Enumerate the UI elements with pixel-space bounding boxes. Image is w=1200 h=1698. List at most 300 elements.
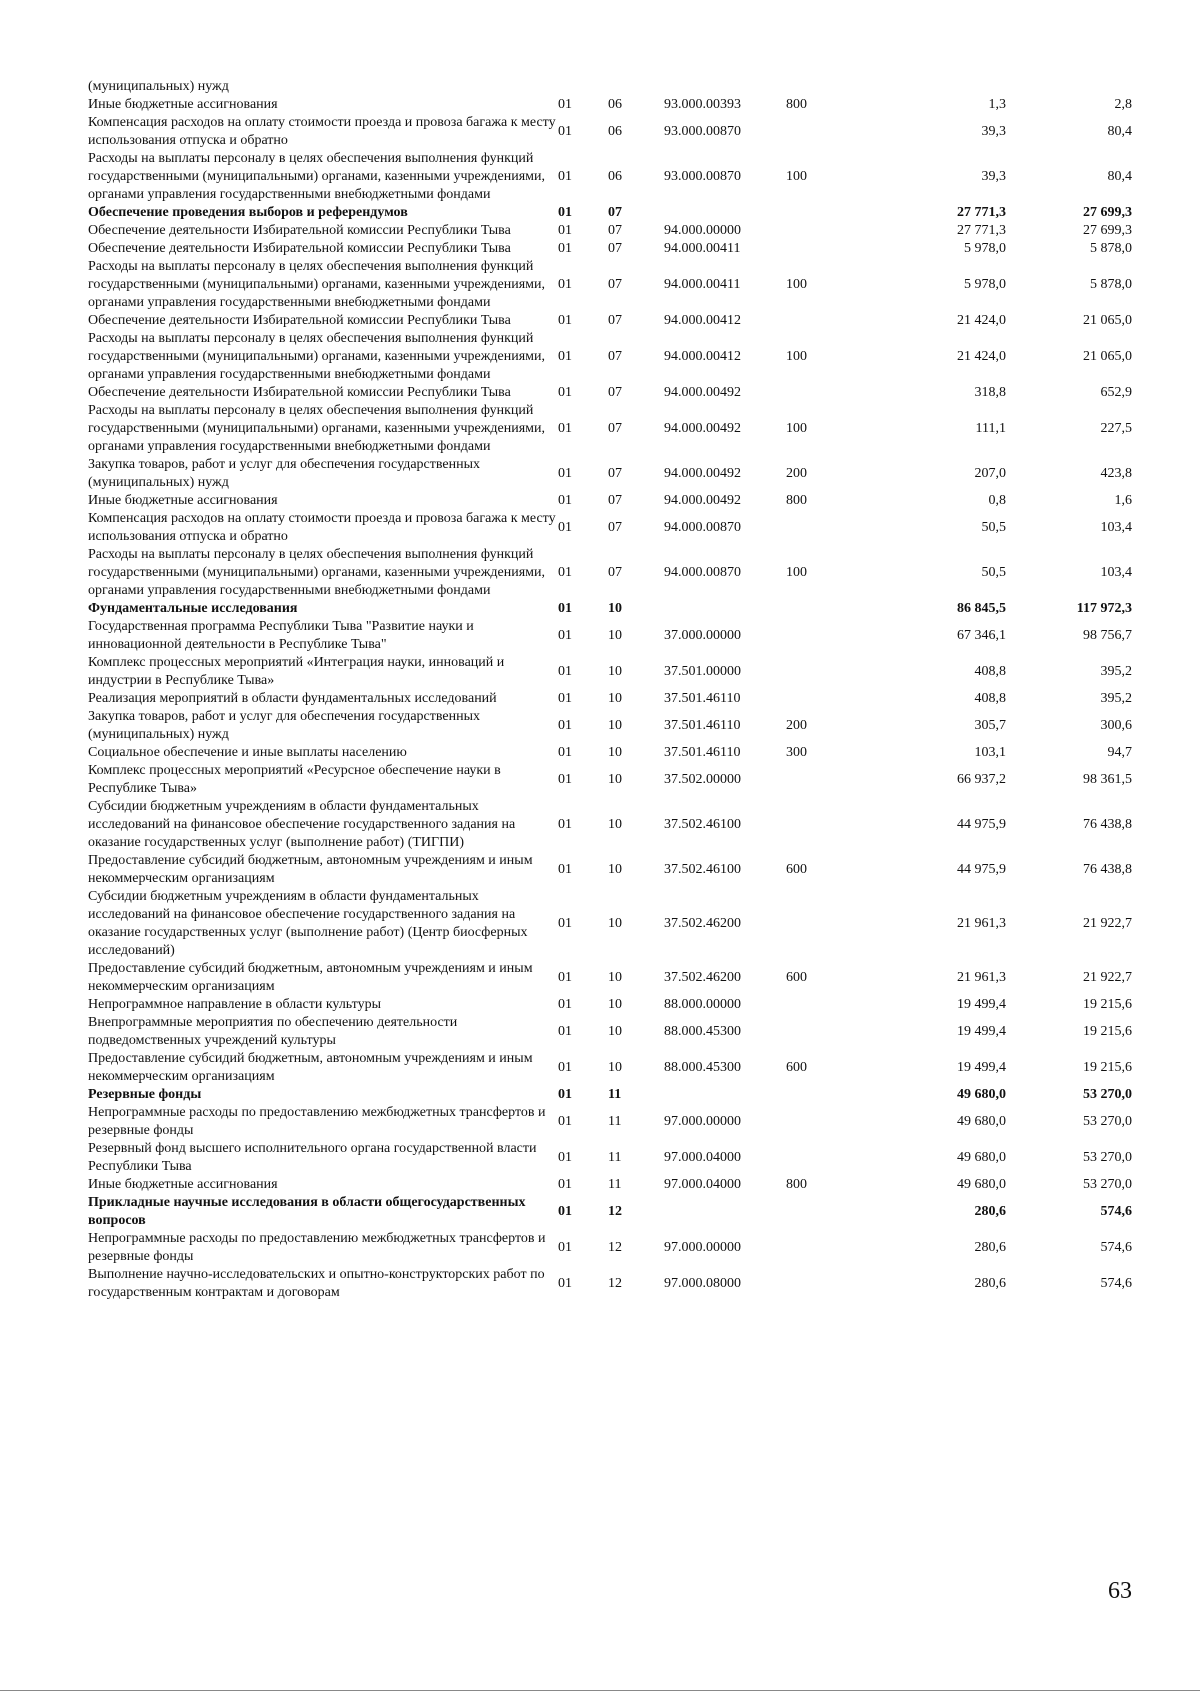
- subsection-code-cell: 07: [608, 241, 622, 256]
- subsection-code-cell: 10: [608, 916, 622, 931]
- expense-type-cell: [786, 1266, 856, 1302]
- expense-type-cell: 200: [786, 718, 807, 733]
- section-code-cell: 01: [558, 313, 572, 328]
- subsection-code-cell: 10: [608, 862, 622, 877]
- amount-year2-cell: 53 270,0: [1083, 1087, 1132, 1102]
- amount-year2-cell: 19 215,6: [1083, 1060, 1132, 1075]
- section-code-cell: 01: [558, 349, 572, 364]
- amount-year1-cell: 5 978,0: [964, 277, 1006, 292]
- table-row: [88, 240, 1132, 258]
- amount-year1-cell: 44 975,9: [957, 862, 1006, 877]
- section-code-cell: 01: [558, 691, 572, 706]
- expense-type-cell: 800: [786, 1177, 807, 1192]
- target-article-cell: 37.502.00000: [664, 772, 741, 787]
- expense-type-cell: 300: [786, 745, 807, 760]
- target-article-cell: 37.000.00000: [664, 628, 741, 643]
- expense-type-cell: [786, 384, 856, 402]
- amount-year2-cell: 5 878,0: [1090, 241, 1132, 256]
- table-row: [88, 618, 1132, 654]
- expense-type-cell: [786, 312, 856, 330]
- section-code-cell: 01: [558, 1087, 572, 1102]
- expense-name-cell: Обеспечение проведения выборов и референдумов: [88, 205, 408, 220]
- table-row: [88, 222, 1132, 240]
- amount-year1-cell: 0,8: [988, 493, 1006, 508]
- subsection-code-cell: 11: [608, 1114, 622, 1129]
- amount-year1-cell: 66 937,2: [957, 772, 1006, 787]
- expense-type-cell: [786, 690, 856, 708]
- expense-type-cell: [786, 114, 856, 150]
- target-article-cell: 94.000.00870: [664, 565, 741, 580]
- subsection-code-cell: 11: [608, 1177, 622, 1192]
- target-article-cell: 37.502.46200: [664, 916, 741, 931]
- section-code-cell: 01: [558, 520, 572, 535]
- target-article-cell: 88.000.00000: [664, 997, 741, 1012]
- table-row: [88, 852, 1132, 888]
- expense-name-cell: Закупка товаров, работ и услуг для обеспечения государственных (муниципальных) нужд: [88, 709, 481, 742]
- expense-type-cell: 800: [786, 97, 807, 112]
- subsection-code-cell: [608, 78, 664, 96]
- target-article-cell: 93.000.00870: [664, 124, 741, 139]
- table-row: [88, 888, 1132, 960]
- expense-name-cell: Предоставление субсидий бюджетным, автономным учреждениям и иным некоммерческим организациям: [88, 961, 533, 994]
- expense-type-cell: 200: [786, 466, 807, 481]
- amount-year1-cell: 27 771,3: [957, 205, 1006, 220]
- target-article-cell: 97.000.00000: [664, 1240, 741, 1255]
- target-article-cell: 94.000.00492: [664, 421, 741, 436]
- table-row: [88, 510, 1132, 546]
- table-row: [88, 492, 1132, 510]
- subsection-code-cell: 07: [608, 205, 622, 220]
- section-code-cell: 01: [558, 1114, 572, 1129]
- subsection-code-cell: 10: [608, 691, 622, 706]
- table-row: [88, 1230, 1132, 1266]
- table-row: [88, 1014, 1132, 1050]
- target-article-cell: 94.000.00492: [664, 385, 741, 400]
- target-article-cell: 37.502.46100: [664, 862, 741, 877]
- amount-year1-cell: 21 961,3: [957, 916, 1006, 931]
- section-code-cell: 01: [558, 1276, 572, 1291]
- expense-type-cell: 600: [786, 1060, 807, 1075]
- section-code-cell: 01: [558, 1204, 572, 1219]
- amount-year1-cell: [856, 78, 1006, 96]
- section-code-cell: 01: [558, 628, 572, 643]
- table-row: [88, 960, 1132, 996]
- target-article-cell: 94.000.00411: [664, 241, 741, 256]
- amount-year1-cell: 111,1: [975, 421, 1006, 436]
- table-row: [88, 1266, 1132, 1302]
- table-row: [88, 762, 1132, 798]
- target-article-cell: [664, 78, 786, 96]
- amount-year2-cell: 53 270,0: [1083, 1114, 1132, 1129]
- table-row: [88, 1140, 1132, 1176]
- target-article-cell: 37.501.46110: [664, 745, 741, 760]
- amount-year2-cell: 19 215,6: [1083, 1024, 1132, 1039]
- section-code-cell: 01: [558, 1060, 572, 1075]
- expense-type-cell: [786, 1104, 856, 1140]
- expense-type-cell: [786, 222, 856, 240]
- expense-name-cell: Расходы на выплаты персоналу в целях обеспечения выполнения функций государственными (муниципальными) органами, казенными учреждениями, органами управления государственными внебюджетными фондами: [88, 331, 545, 382]
- subsection-code-cell: 12: [608, 1240, 622, 1255]
- amount-year2-cell: 574,6: [1100, 1240, 1132, 1255]
- amount-year2-cell: 117 972,3: [1076, 601, 1132, 616]
- amount-year2-cell: 94,7: [1107, 745, 1132, 760]
- subsection-code-cell: 07: [608, 565, 622, 580]
- table-row: [88, 1104, 1132, 1140]
- expense-type-cell: [786, 204, 856, 222]
- subsection-code-cell: 10: [608, 997, 622, 1012]
- amount-year1-cell: 49 680,0: [957, 1177, 1006, 1192]
- section-code-cell: 01: [558, 970, 572, 985]
- expense-type-cell: 100: [786, 565, 807, 580]
- expense-name-cell: Субсидии бюджетным учреждениям в области фундаментальных исследований на финансовое обеспечение государственного задания на оказание государственных услуг (выполнение работ) (ТИГПИ): [88, 799, 516, 850]
- target-article-cell: [664, 600, 786, 618]
- amount-year1-cell: 49 680,0: [957, 1114, 1006, 1129]
- target-article-cell: 94.000.00492: [664, 493, 741, 508]
- subsection-code-cell: 12: [608, 1204, 622, 1219]
- amount-year2-cell: 80,4: [1107, 124, 1132, 139]
- expense-type-cell: [786, 654, 856, 690]
- subsection-code-cell: 12: [608, 1276, 622, 1291]
- table-row: [88, 330, 1132, 384]
- amount-year2-cell: 2,8: [1114, 97, 1132, 112]
- expense-name-cell: Расходы на выплаты персоналу в целях обеспечения выполнения функций государственными (муниципальными) органами, казенными учреждениями, органами управления государственными внебюджетными фондами: [88, 403, 545, 454]
- expense-name-cell: Выполнение научно-исследовательских и опытно-конструкторских работ по государственным контрактам и договорам: [88, 1267, 545, 1300]
- page-number: 63: [1108, 1578, 1132, 1604]
- section-code-cell: 01: [558, 385, 572, 400]
- amount-year2-cell: 395,2: [1100, 691, 1132, 706]
- amount-year2-cell: 652,9: [1100, 385, 1132, 400]
- expense-name-cell: Расходы на выплаты персоналу в целях обеспечения выполнения функций государственными (муниципальными) органами, казенными учреждениями, органами управления государственными внебюджетными фондами: [88, 259, 545, 310]
- expense-name-cell: Резервные фонды: [88, 1087, 202, 1102]
- amount-year2-cell: 19 215,6: [1083, 997, 1132, 1012]
- amount-year2-cell: 574,6: [1100, 1276, 1132, 1291]
- amount-year2-cell: 80,4: [1107, 169, 1132, 184]
- expense-type-cell: 600: [786, 970, 807, 985]
- expense-name-cell: Компенсация расходов на оплату стоимости проезда и провоза багажа к месту использования отпуска и обратно: [88, 511, 556, 544]
- subsection-code-cell: 10: [608, 970, 622, 985]
- amount-year1-cell: 408,8: [974, 664, 1006, 679]
- table-row: [88, 600, 1132, 618]
- expense-name-cell: Реализация мероприятий в области фундаментальных исследований: [88, 691, 497, 706]
- table-row: [88, 114, 1132, 150]
- section-code-cell: 01: [558, 1240, 572, 1255]
- subsection-code-cell: 07: [608, 313, 622, 328]
- amount-year1-cell: 280,6: [974, 1204, 1006, 1219]
- table-row: [88, 654, 1132, 690]
- expense-name-cell: Обеспечение деятельности Избирательной комиссии Республики Тыва: [88, 223, 511, 238]
- amount-year1-cell: 44 975,9: [957, 817, 1006, 832]
- amount-year1-cell: 19 499,4: [957, 997, 1006, 1012]
- table-row: [88, 708, 1132, 744]
- target-article-cell: [664, 1194, 786, 1230]
- expense-name-cell: Предоставление субсидий бюджетным, автономным учреждениям и иным некоммерческим организациям: [88, 853, 533, 886]
- amount-year2-cell: 53 270,0: [1083, 1150, 1132, 1165]
- target-article-cell: 94.000.00492: [664, 466, 741, 481]
- expense-name-cell: Внепрограммные мероприятия по обеспечению деятельности подведомственных учреждений культуры: [88, 1015, 458, 1048]
- target-article-cell: 97.000.08000: [664, 1276, 741, 1291]
- section-code-cell: 01: [558, 745, 572, 760]
- table-row: [88, 96, 1132, 114]
- subsection-code-cell: 07: [608, 493, 622, 508]
- section-code-cell: 01: [558, 277, 572, 292]
- amount-year2-cell: 76 438,8: [1083, 862, 1132, 877]
- target-article-cell: 37.501.46110: [664, 718, 741, 733]
- section-code-cell: 01: [558, 664, 572, 679]
- amount-year1-cell: 408,8: [974, 691, 1006, 706]
- amount-year2-cell: 574,6: [1100, 1204, 1132, 1219]
- expense-name-cell: Закупка товаров, работ и услуг для обеспечения государственных (муниципальных) нужд: [88, 457, 481, 490]
- expense-type-cell: [786, 1140, 856, 1176]
- expense-name-cell: Резервный фонд высшего исполнительного органа государственной власти Республики Тыва: [88, 1141, 537, 1174]
- table-row: [88, 996, 1132, 1014]
- section-code-cell: 01: [558, 1024, 572, 1039]
- subsection-code-cell: 07: [608, 385, 622, 400]
- amount-year2-cell: [1006, 78, 1132, 96]
- amount-year1-cell: 19 499,4: [957, 1024, 1006, 1039]
- subsection-code-cell: 07: [608, 277, 622, 292]
- expense-name-cell: Непрограммные расходы по предоставлению межбюджетных трансфертов и резервные фонды: [88, 1105, 546, 1138]
- expense-name-cell: Социальное обеспечение и иные выплаты населению: [88, 745, 407, 760]
- subsection-code-cell: 11: [608, 1150, 622, 1165]
- target-article-cell: 97.000.04000: [664, 1150, 741, 1165]
- section-code-cell: 01: [558, 466, 572, 481]
- amount-year1-cell: 21 424,0: [957, 313, 1006, 328]
- amount-year1-cell: 86 845,5: [957, 601, 1006, 616]
- subsection-code-cell: 10: [608, 745, 622, 760]
- table-row: [88, 312, 1132, 330]
- target-article-cell: 88.000.45300: [664, 1060, 741, 1075]
- expense-name-cell: Непрограммные расходы по предоставлению межбюджетных трансфертов и резервные фонды: [88, 1231, 546, 1264]
- amount-year2-cell: 1,6: [1114, 493, 1132, 508]
- budget-table-body: [88, 78, 1132, 1302]
- section-code-cell: 01: [558, 997, 572, 1012]
- subsection-code-cell: 10: [608, 817, 622, 832]
- amount-year2-cell: 21 065,0: [1083, 313, 1132, 328]
- table-row: [88, 546, 1132, 600]
- amount-year1-cell: 305,7: [974, 718, 1006, 733]
- amount-year2-cell: 423,8: [1100, 466, 1132, 481]
- amount-year1-cell: 1,3: [988, 97, 1006, 112]
- target-article-cell: 94.000.00870: [664, 520, 741, 535]
- subsection-code-cell: 10: [608, 1024, 622, 1039]
- amount-year2-cell: 395,2: [1100, 664, 1132, 679]
- target-article-cell: [664, 1086, 786, 1104]
- expense-type-cell: [786, 600, 856, 618]
- table-row: [88, 1176, 1132, 1194]
- expense-type-cell: [786, 1194, 856, 1230]
- section-code-cell: 01: [558, 862, 572, 877]
- subsection-code-cell: 10: [608, 1060, 622, 1075]
- table-row: [88, 798, 1132, 852]
- expense-type-cell: [786, 798, 856, 852]
- target-article-cell: 94.000.00000: [664, 223, 741, 238]
- target-article-cell: 97.000.04000: [664, 1177, 741, 1192]
- expense-type-cell: [786, 78, 856, 96]
- subsection-code-cell: 06: [608, 97, 622, 112]
- subsection-code-cell: 10: [608, 772, 622, 787]
- subsection-code-cell: 11: [608, 1087, 622, 1102]
- amount-year1-cell: 39,3: [981, 169, 1006, 184]
- amount-year1-cell: 39,3: [981, 124, 1006, 139]
- target-article-cell: 93.000.00870: [664, 169, 741, 184]
- table-row: [88, 744, 1132, 762]
- amount-year1-cell: 103,1: [974, 745, 1006, 760]
- table-row: [88, 1086, 1132, 1104]
- expense-type-cell: 100: [786, 277, 807, 292]
- subsection-code-cell: 06: [608, 169, 622, 184]
- target-article-cell: 37.502.46100: [664, 817, 741, 832]
- amount-year1-cell: 318,8: [974, 385, 1006, 400]
- amount-year2-cell: 103,4: [1100, 565, 1132, 580]
- expense-name-cell: Фундаментальные исследования: [88, 601, 298, 616]
- subsection-code-cell: 10: [608, 718, 622, 733]
- amount-year2-cell: 53 270,0: [1083, 1177, 1132, 1192]
- expense-type-cell: [786, 510, 856, 546]
- subsection-code-cell: 07: [608, 421, 622, 436]
- subsection-code-cell: 07: [608, 466, 622, 481]
- target-article-cell: 37.501.00000: [664, 664, 741, 679]
- subsection-code-cell: 06: [608, 124, 622, 139]
- target-article-cell: 94.000.00412: [664, 313, 741, 328]
- section-code-cell: 01: [558, 1177, 572, 1192]
- expense-type-cell: [786, 996, 856, 1014]
- expense-name-cell: Расходы на выплаты персоналу в целях обеспечения выполнения функций государственными (муниципальными) органами, казенными учреждениями, органами управления государственными внебюджетными фондами: [88, 547, 545, 598]
- amount-year1-cell: 5 978,0: [964, 241, 1006, 256]
- subsection-code-cell: 07: [608, 520, 622, 535]
- expense-name-cell: Прикладные научные исследования в области общегосударственных вопросов: [88, 1195, 526, 1228]
- section-code-cell: 01: [558, 124, 572, 139]
- amount-year1-cell: 50,5: [981, 565, 1006, 580]
- amount-year2-cell: 103,4: [1100, 520, 1132, 535]
- amount-year2-cell: 98 361,5: [1083, 772, 1132, 787]
- target-article-cell: 94.000.00412: [664, 349, 741, 364]
- amount-year1-cell: 50,5: [981, 520, 1006, 535]
- amount-year1-cell: 19 499,4: [957, 1060, 1006, 1075]
- subsection-code-cell: 10: [608, 628, 622, 643]
- amount-year1-cell: 21 961,3: [957, 970, 1006, 985]
- section-code-cell: 01: [558, 916, 572, 931]
- subsection-code-cell: 10: [608, 664, 622, 679]
- expense-type-cell: 100: [786, 169, 807, 184]
- table-row: [88, 204, 1132, 222]
- target-article-cell: 37.501.46110: [664, 691, 741, 706]
- target-article-cell: 97.000.00000: [664, 1114, 741, 1129]
- table-row: [88, 1050, 1132, 1086]
- target-article-cell: [664, 204, 786, 222]
- subsection-code-cell: 10: [608, 601, 622, 616]
- section-code-cell: [558, 78, 608, 96]
- amount-year1-cell: 27 771,3: [957, 223, 1006, 238]
- table-row: [88, 690, 1132, 708]
- target-article-cell: 37.502.46200: [664, 970, 741, 985]
- expense-name-cell: Комплекс процессных мероприятий «Ресурсное обеспечение науки в Республике Тыва»: [88, 763, 501, 796]
- expense-type-cell: [786, 888, 856, 960]
- bottom-rule: [0, 1690, 1200, 1691]
- section-code-cell: 01: [558, 97, 572, 112]
- target-article-cell: 94.000.00411: [664, 277, 741, 292]
- section-code-cell: 01: [558, 493, 572, 508]
- amount-year1-cell: 280,6: [974, 1276, 1006, 1291]
- table-row: [88, 456, 1132, 492]
- target-article-cell: 88.000.45300: [664, 1024, 741, 1039]
- section-code-cell: 01: [558, 601, 572, 616]
- table-row: [88, 258, 1132, 312]
- expense-name-cell: Иные бюджетные ассигнования: [88, 493, 278, 508]
- expense-name-cell: Иные бюджетные ассигнования: [88, 1177, 278, 1192]
- amount-year1-cell: 280,6: [974, 1240, 1006, 1255]
- amount-year2-cell: 300,6: [1100, 718, 1132, 733]
- subsection-code-cell: 07: [608, 223, 622, 238]
- expense-name-cell: Компенсация расходов на оплату стоимости проезда и провоза багажа к месту использования отпуска и обратно: [88, 115, 556, 148]
- amount-year1-cell: 49 680,0: [957, 1150, 1006, 1165]
- amount-year2-cell: 21 065,0: [1083, 349, 1132, 364]
- expense-type-cell: [786, 762, 856, 798]
- section-code-cell: 01: [558, 565, 572, 580]
- section-code-cell: 01: [558, 241, 572, 256]
- expense-name-cell: Расходы на выплаты персоналу в целях обеспечения выполнения функций государственными (муниципальными) органами, казенными учреждениями, органами управления государственными внебюджетными фондами: [88, 151, 545, 202]
- expense-name-cell: Обеспечение деятельности Избирательной комиссии Республики Тыва: [88, 313, 511, 328]
- expense-name-cell: Государственная программа Республики Тыва "Развитие науки и инновационной деятельности в Республике Тыва": [88, 619, 474, 652]
- expense-type-cell: 600: [786, 862, 807, 877]
- amount-year2-cell: 76 438,8: [1083, 817, 1132, 832]
- amount-year1-cell: 49 680,0: [957, 1087, 1006, 1102]
- expense-type-cell: 100: [786, 349, 807, 364]
- section-code-cell: 01: [558, 205, 572, 220]
- table-row: [88, 1194, 1132, 1230]
- amount-year2-cell: 27 699,3: [1083, 223, 1132, 238]
- amount-year1-cell: 21 424,0: [957, 349, 1006, 364]
- section-code-cell: 01: [558, 169, 572, 184]
- amount-year2-cell: 21 922,7: [1083, 970, 1132, 985]
- expense-name-cell: Иные бюджетные ассигнования: [88, 97, 278, 112]
- expense-type-cell: [786, 1014, 856, 1050]
- section-code-cell: 01: [558, 421, 572, 436]
- section-code-cell: 01: [558, 817, 572, 832]
- amount-year1-cell: 207,0: [974, 466, 1006, 481]
- expense-name-cell: Субсидии бюджетным учреждениям в области фундаментальных исследований на финансовое обеспечение государственного задания на оказание государственных услуг (выполнение работ) (Центр биосферных исследований): [88, 889, 528, 958]
- amount-year2-cell: 98 756,7: [1083, 628, 1132, 643]
- table-row: [88, 150, 1132, 204]
- expense-type-cell: [786, 618, 856, 654]
- expense-name-cell: (муниципальных) нужд: [88, 79, 229, 94]
- amount-year2-cell: 27 699,3: [1083, 205, 1132, 220]
- amount-year1-cell: 67 346,1: [957, 628, 1006, 643]
- expense-type-cell: 800: [786, 493, 807, 508]
- table-row: [88, 402, 1132, 456]
- expense-name-cell: Комплекс процессных мероприятий «Интеграция науки, инноваций и индустрии в Республике Тыва»: [88, 655, 505, 688]
- expense-type-cell: 100: [786, 421, 807, 436]
- section-code-cell: 01: [558, 772, 572, 787]
- expense-type-cell: [786, 1086, 856, 1104]
- budget-table: [88, 78, 1132, 1302]
- table-row: [88, 78, 1132, 96]
- expense-type-cell: [786, 240, 856, 258]
- amount-year2-cell: 227,5: [1100, 421, 1132, 436]
- expense-name-cell: Предоставление субсидий бюджетным, автономным учреждениям и иным некоммерческим организациям: [88, 1051, 533, 1084]
- expense-name-cell: Непрограммное направление в области культуры: [88, 997, 381, 1012]
- section-code-cell: 01: [558, 718, 572, 733]
- amount-year2-cell: 21 922,7: [1083, 916, 1132, 931]
- target-article-cell: 93.000.00393: [664, 97, 741, 112]
- table-row: [88, 384, 1132, 402]
- expense-name-cell: Обеспечение деятельности Избирательной комиссии Республики Тыва: [88, 241, 511, 256]
- expense-type-cell: [786, 1230, 856, 1266]
- amount-year2-cell: 5 878,0: [1090, 277, 1132, 292]
- expense-name-cell: Обеспечение деятельности Избирательной комиссии Республики Тыва: [88, 385, 511, 400]
- subsection-code-cell: 07: [608, 349, 622, 364]
- section-code-cell: 01: [558, 1150, 572, 1165]
- section-code-cell: 01: [558, 223, 572, 238]
